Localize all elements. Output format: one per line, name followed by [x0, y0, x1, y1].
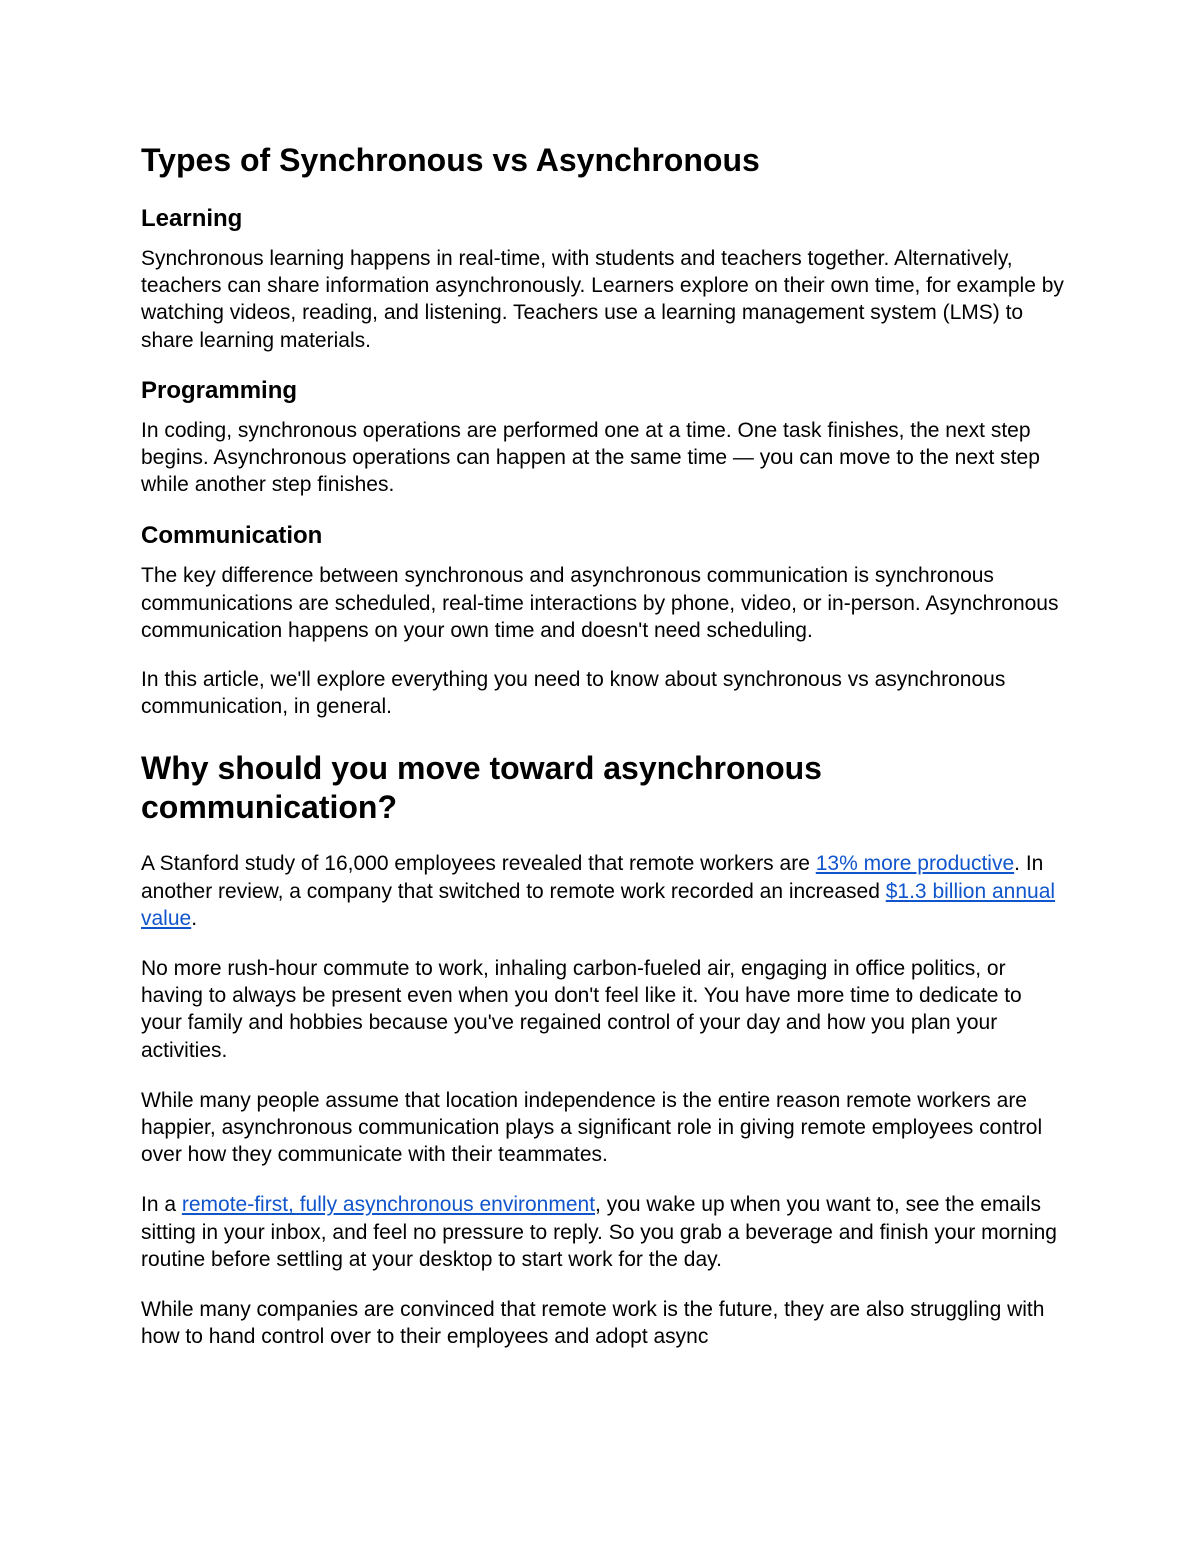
text-segment: . In another review, a company that switched to remote work recorded an increased: [141, 852, 1044, 903]
paragraph-remote-first: [141, 1191, 1066, 1273]
paragraph-article-intro: In this article, we'll explore everything you need to know about synchronous vs asynchronous communication, in general.: [141, 668, 1006, 719]
paragraph-location-independence: While many people assume that location independence is the entire reason remote workers are happier, asynchronous communication plays a significant role in giving remote employees control over how they communicate with their teammates.: [141, 1088, 1043, 1167]
text-segment: , you wake up when you want to, see the emails sitting in your inbox, and feel no pressure to reply. So you grab a beverage and finish your morning routine before settling at your desktop to start work for the day.: [141, 1193, 1057, 1271]
link-1-3-billion-annual-value[interactable]: $1.3 billion annual value: [141, 879, 1056, 930]
paragraph-no-more-commute: No more rush-hour commute to work, inhaling carbon-fueled air, engaging in office politics, or having to always be present even when you don't feel like it. You have more time to dedicate to your family and hobbies because you've regained control of your day and how you plan your activities.: [141, 957, 1022, 1062]
text-segment: In a: [141, 1193, 182, 1217]
paragraph-communication: The key difference between synchronous and asynchronous communication is synchronous communications are scheduled, real-time interactions by phone, video, or in-person. Asynchronous communication happens on your own time and doesn't need scheduling.: [141, 564, 1059, 642]
paragraph-companies-convinced: While many companies are convinced that remote work is the future, they are also struggling with how to hand control over to their employees and adopt async: [141, 1298, 1045, 1349]
heading-communication: Communication: [141, 522, 323, 550]
paragraph-learning: Synchronous learning happens in real-time, with students and teachers together. Alternatively, teachers can share information asynchronously. Learners explore on their own time, for example by watching videos, reading, and listening. Teachers use a learning management system (LMS) to share learning materials.: [141, 247, 1064, 352]
paragraph-stanford-study: [141, 850, 1066, 932]
heading-why-async: Why should you move toward asynchronous communication?: [141, 750, 822, 826]
heading-learning: Learning: [141, 205, 243, 232]
link-remote-first-async-environment[interactable]: remote-first, fully asynchronous environment: [181, 1193, 596, 1217]
paragraph-programming: In coding, synchronous operations are performed one at a time. One task finishes, the next step begins. Asynchronous operations can happen at the same time — you can move to the next step while another step finishes.: [141, 418, 1040, 497]
link-13-percent-more-productive[interactable]: 13% more productive: [815, 852, 1015, 876]
text-segment: .: [191, 906, 198, 930]
document-title: Types of Synchronous vs Asynchronous: [141, 142, 760, 178]
document-content: [141, 140, 1066, 1350]
heading-programming: Programming: [141, 376, 298, 404]
text-segment: A Stanford study of 16,000 employees revealed that remote workers are: [141, 852, 816, 876]
